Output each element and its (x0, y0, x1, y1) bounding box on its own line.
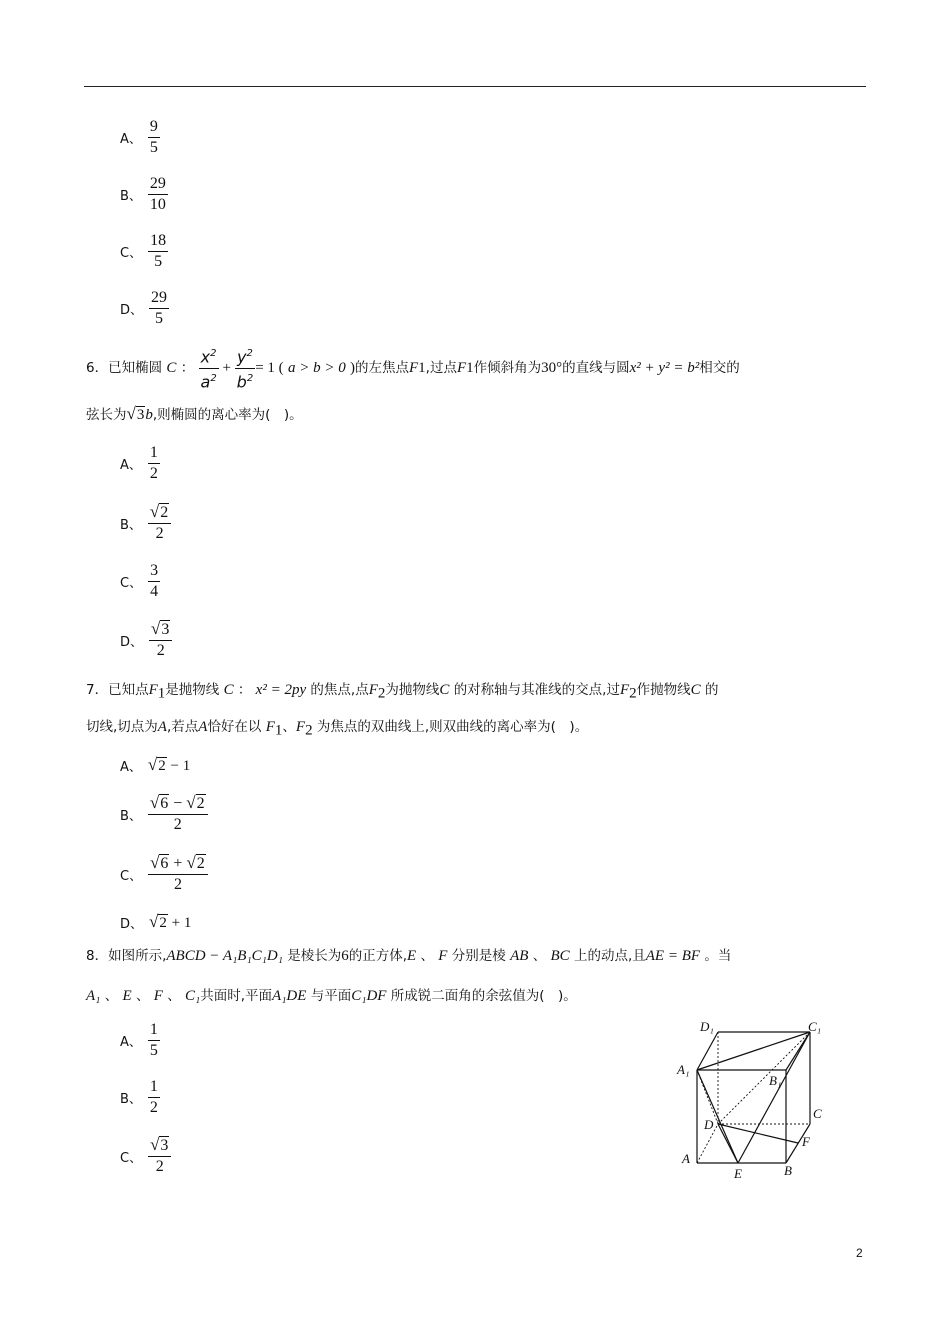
q5-option-c[interactable] (120, 229, 168, 273)
label-A: A (682, 1151, 690, 1166)
line-DE (718, 1124, 738, 1163)
q8-option-a[interactable]: A、 $\frac{1}{5}$ (120, 1020, 158, 1059)
q8-option-c[interactable]: C、 $\frac{√3}{2}$ (120, 1134, 171, 1178)
fraction: $\frac{29}{10}$ (149, 174, 166, 213)
label-A1: A₁ (677, 1062, 690, 1077)
q7-stem-line1: 7．已知点$F_1$是抛物线 C ： x² = 2py 的焦点,点$F_2$为抛物线C 的对称轴与其准线的交点,过$F_2$作抛物线C 的 (86, 682, 719, 702)
label-B: B (784, 1163, 792, 1178)
line-EC1 (738, 1032, 810, 1163)
label-D1: D₁ (700, 1019, 714, 1034)
q6-option-c[interactable]: C、 $\frac{3}{4}$ (120, 561, 159, 600)
fraction: $\frac{29}{5}$ (151, 288, 168, 327)
q7-stem-line2: 切线,切点为A,若点A恰好在以 $F_1$、$F_2$ 为焦点的双曲线上,则双曲线的离心率为( )。 (86, 719, 589, 739)
q6-stem-line2: 弦长为√3b,则椭圆的离心率为( )。 (86, 404, 303, 423)
line-A1C1 (697, 1032, 810, 1070)
q6-option-b[interactable]: B、 $\frac{√2}{2}$ (120, 501, 171, 545)
page-number: 2 (856, 1246, 863, 1260)
label-C: C (813, 1106, 822, 1121)
option-label: B、 (120, 188, 142, 204)
label-D: D (704, 1117, 714, 1132)
q5-option-a[interactable] (120, 115, 160, 159)
q7-option-c[interactable]: C、 $\frac{√6 + √2}{2}$ (120, 852, 208, 896)
cube-figure (672, 1016, 842, 1186)
option-label: A、 (120, 131, 142, 147)
q7-option-d[interactable]: D、 √2 + 1 (120, 912, 192, 932)
fraction: $\frac{18}{5}$ (150, 231, 167, 270)
q5-option-d[interactable] (120, 286, 169, 330)
q7-option-a[interactable]: A、 √2 − 1 (120, 755, 191, 775)
q8-option-b[interactable]: B、 $\frac{1}{2}$ (120, 1077, 158, 1116)
q6-stem-line1: 6． 已知椭圆 C ： $\frac{x^2}{a^2}$ + $\frac{y^2}{b^2}$ = 1 ( a > b > 0 ) 的左焦点 F 1 ,过点 F 1 作倾斜角为 30° 的直线与圆 x² + y² = b² 相交的 (86, 346, 866, 390)
label-F: F (802, 1134, 810, 1149)
q6-option-d[interactable]: D、 $\frac{√3}{2}$ (120, 618, 172, 662)
label-B1: B₁ (769, 1073, 782, 1088)
q7-option-b[interactable]: B、 $\frac{√6 - √2}{2}$ (120, 792, 208, 836)
q5-option-b[interactable] (120, 172, 168, 216)
q6-option-a[interactable]: A、 $\frac{1}{2}$ (120, 443, 158, 482)
hidden-line-DC1 (718, 1032, 810, 1124)
option-label: C、 (120, 245, 143, 261)
option-label: D、 (120, 302, 144, 318)
label-C1: C₁ (808, 1019, 822, 1034)
header-rule (84, 86, 866, 87)
label-E: E (734, 1166, 742, 1181)
q8-stem-line1: 8．如图所示,ABCD − A₁B₁C₁D₁ 是棱长为6的正方体,E 、 F 分别是棱 AB 、 BC 上的动点,且AE = BF 。当 (86, 948, 732, 964)
hidden-line-A1D (697, 1070, 718, 1124)
q8-stem-line2: A₁ 、 E 、 F 、 C₁共面时,平面A₁DE 与平面C₁DF 所成锐二面角的余弦值为( )。 (86, 988, 577, 1004)
fraction: $\frac{9}{5}$ (149, 117, 158, 156)
